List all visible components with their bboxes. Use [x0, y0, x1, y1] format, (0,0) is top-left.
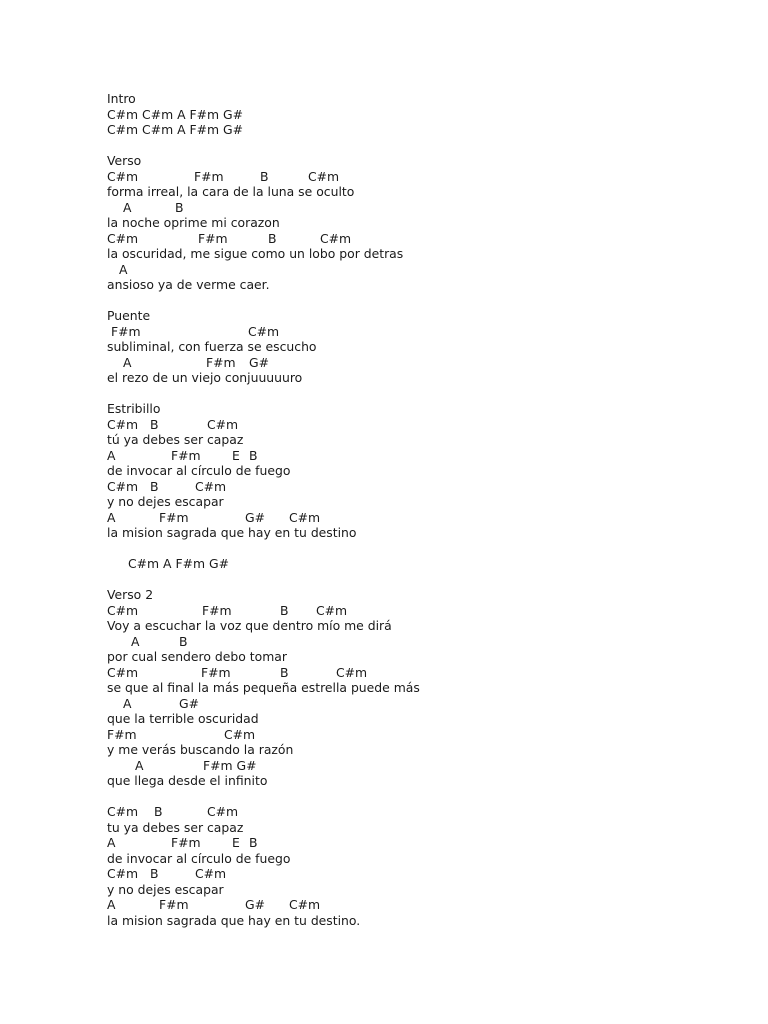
chord: C#m	[107, 602, 139, 618]
lyric-line: la oscuridad, me sigue como un lobo por detras	[107, 246, 404, 261]
lyric-line: y no dejes escapar	[107, 494, 224, 509]
chord: B	[280, 602, 289, 618]
lyric-line: Voy a escuchar la voz que dentro mío me dirá	[107, 618, 392, 633]
chord-line	[107, 231, 747, 247]
chord: B	[179, 633, 188, 649]
spacer	[107, 293, 747, 309]
chord: F#m	[202, 602, 232, 618]
section-heading-estribillo: Estribillo	[107, 401, 161, 416]
lyric-line: la noche oprime mi corazon	[107, 215, 280, 230]
chord: B	[260, 168, 269, 184]
chord: C#m	[107, 866, 139, 881]
chord: G#	[245, 897, 265, 912]
lyric-line: la mision sagrada que hay en tu destino.	[107, 912, 361, 928]
chord: C#m	[308, 168, 340, 184]
lyric-line: por cual sendero debo tomar	[107, 649, 287, 664]
spacer	[107, 572, 747, 588]
chord: C#m	[207, 416, 239, 432]
chord: F#m	[159, 897, 189, 912]
chord: C#m	[336, 664, 368, 680]
chord: A	[123, 199, 132, 215]
chord: A	[107, 897, 116, 912]
chord-line	[107, 758, 747, 774]
chord: C#m	[107, 168, 139, 184]
spacer	[107, 789, 747, 805]
chord: F#m	[201, 664, 231, 680]
chord: C#m	[195, 478, 227, 494]
chord-line	[107, 634, 747, 650]
chord: A	[107, 835, 116, 850]
chord: B	[249, 447, 258, 463]
chord: B	[150, 416, 159, 432]
section-heading-intro: Intro	[107, 91, 136, 106]
chord: B	[268, 230, 277, 246]
lyric-line: de invocar al círculo de fuego	[107, 463, 291, 478]
lyric-line: y no dejes escapar	[107, 881, 224, 897]
chord: G#	[245, 509, 265, 525]
chord-sheet	[107, 91, 747, 928]
chord: C#m	[316, 602, 348, 618]
chord: C#m	[107, 664, 139, 680]
lyric-line: la mision sagrada que hay en tu destino	[107, 525, 357, 540]
chord: B	[249, 835, 258, 850]
chord: F#m	[107, 726, 137, 742]
lyric-line: que la terrible oscuridad	[107, 711, 259, 726]
chord-line	[107, 417, 747, 433]
chord: B	[150, 866, 159, 881]
lyric-line: subliminal, con fuerza se escucho	[107, 339, 317, 354]
chord-line	[107, 897, 747, 913]
chord-line	[107, 696, 747, 712]
section-heading-verso: Verso	[107, 153, 142, 168]
chord: C#m	[224, 726, 256, 742]
chord: F#m	[111, 323, 141, 339]
chord: E	[232, 835, 240, 850]
chord: F#m G#	[203, 757, 257, 773]
lyric-line: el rezo de un viejo conjuuuuuro	[107, 370, 303, 385]
lyric-line: tú ya debes ser capaz	[107, 432, 244, 447]
chord-line	[107, 510, 747, 526]
chord: G#	[249, 354, 269, 370]
chord: A	[135, 757, 144, 773]
lyric-line: que llega desde el infinito	[107, 773, 268, 788]
chord-line	[107, 835, 747, 851]
lyric-line: se que al final la más pequeña estrella puede más	[107, 680, 420, 695]
lyric-line: tu ya debes ser capaz	[107, 819, 244, 835]
chord: G#	[179, 695, 199, 711]
chord: F#m	[171, 835, 201, 850]
chord: B	[280, 664, 289, 680]
chord: A	[123, 354, 132, 370]
interlude-chords: C#m A F#m G#	[128, 556, 229, 571]
chord: C#m	[289, 509, 321, 525]
chord-line	[107, 448, 747, 464]
intro-chord-line: C#m C#m A F#m G#	[107, 106, 244, 122]
section-heading-verso-2: Verso 2	[107, 587, 154, 602]
chord-line	[107, 200, 747, 216]
spacer	[107, 541, 747, 557]
chord-line	[107, 727, 747, 743]
chord: C#m	[320, 230, 352, 246]
chord: A	[131, 633, 140, 649]
chord-line	[107, 804, 747, 820]
chord: B	[154, 804, 163, 819]
chord-line	[107, 479, 747, 495]
lyric-line: y me verás buscando la razón	[107, 742, 294, 757]
lyric-line: de invocar al círculo de fuego	[107, 850, 291, 866]
chord: A	[123, 695, 132, 711]
chord-line	[107, 556, 747, 572]
chord: C#m	[195, 866, 227, 881]
chord-line	[107, 665, 747, 681]
section-heading-puente: Puente	[107, 308, 151, 323]
chord: F#m	[171, 447, 201, 463]
chord: F#m	[206, 354, 236, 370]
intro-chord-line: C#m C#m A F#m G#	[107, 122, 244, 137]
chord-line	[107, 324, 747, 340]
chord-line	[107, 169, 747, 185]
chord: B	[175, 199, 184, 215]
lyric-line: forma irreal, la cara de la luna se oculto	[107, 184, 355, 199]
chord-line	[107, 355, 747, 371]
chord: A	[107, 447, 116, 463]
spacer	[107, 138, 747, 154]
chord-line	[107, 603, 747, 619]
chord: C#m	[107, 804, 139, 819]
chord: B	[150, 478, 159, 494]
chord: C#m	[248, 323, 280, 339]
chord: E	[232, 447, 240, 463]
chord: F#m	[194, 168, 224, 184]
chord: A	[119, 261, 128, 277]
chord: C#m	[289, 897, 321, 912]
chord: C#m	[107, 416, 139, 432]
chord: F#m	[159, 509, 189, 525]
chord: A	[107, 509, 116, 525]
spacer	[107, 386, 747, 402]
chord: C#m	[207, 804, 239, 819]
chord: C#m	[107, 478, 139, 494]
chord-line	[107, 262, 747, 278]
lyric-line: ansioso ya de verme caer.	[107, 277, 270, 292]
chord: F#m	[198, 230, 228, 246]
chord-line	[107, 866, 747, 882]
chord: C#m	[107, 230, 139, 246]
